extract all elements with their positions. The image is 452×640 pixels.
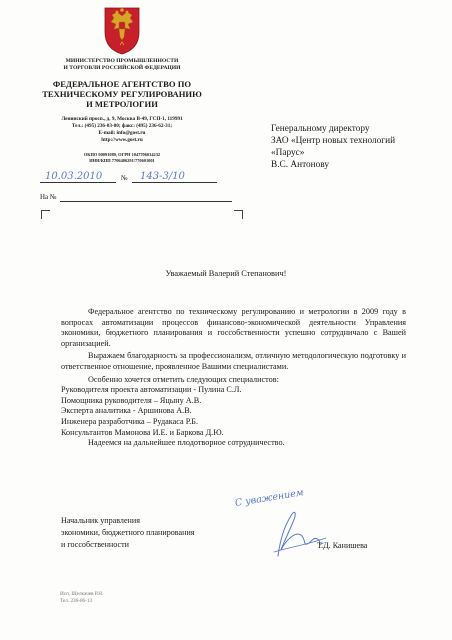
ministry-line-1: МИНИСТЕРСТВО ПРОМЫШЛЕННОСТИ (65, 58, 179, 64)
agency-phone: Тел.: (495) 236-03-00; факс: (495) 236-62-31; (71, 123, 173, 129)
agency-codes-2: ИНН/КПП 7706406291/770601001 (89, 158, 155, 163)
coat-of-arms-icon (103, 5, 141, 55)
agency-line-2: ТЕХНИЧЕСКОМУ РЕГУЛИРОВАНИЮ (42, 89, 202, 99)
addressee-line-2: ЗАО «Центр новых технологий (271, 136, 396, 146)
agency-email: E-mail: info@gost.ru (98, 130, 146, 136)
signatory-name: Т.Д. Канишева (317, 541, 368, 550)
signatory-title-1: Начальник управления (61, 516, 140, 525)
corner-mark-right (234, 210, 243, 219)
corner-mark-left (41, 210, 50, 219)
body-paragraph-2: Выражаем благодарность за профессионализм, отличную методологическую подготовку и ответственное отношение, проявленное Вашими специалистами. (61, 351, 406, 371)
executor-phone: Тел. 236-86-13 (60, 598, 93, 604)
ministry-line-2: И ТОРГОВЛИ РОССИЙСКОЙ ФЕДЕРАЦИИ (63, 64, 181, 71)
reference-underline (60, 201, 232, 202)
registration-date: 10.03.2010 (45, 171, 103, 182)
addressee-line-3: «Парус» (271, 148, 305, 158)
signatory-title-3: и госсобственности (61, 540, 129, 549)
registration-line (40, 171, 240, 185)
agency-line-1: ФЕДЕРАЛЬНОЕ АГЕНТСТВО ПО (52, 79, 192, 89)
handwritten-signature (268, 500, 330, 560)
addressee-line-1: Генеральному директору (271, 124, 370, 134)
agency-line-3: И МЕТРОЛОГИИ (86, 99, 158, 109)
letter-body (61, 307, 406, 449)
specialist-1: Руководителя проекта автоматизации - Пулина С.Л. (61, 385, 242, 395)
body-paragraph-1: Федеральное агентство по техническому регулированию и метрологии в 2009 году в вопросах автоматизации процессов финансово-экономической деятельности Управления экономики, бюджетного планирования и госсобственности успешно сотрудничало с Вашей организацией. (61, 307, 406, 348)
specialist-5: Консультантов Мамонова И.Е. и Баркова Д.Ю. (61, 427, 224, 437)
specialist-2: Помощника руководителя – Яцыну А.В. (61, 395, 202, 405)
specialist-4: Инженера разработчика – Рудакаса Р.Б. (61, 416, 199, 426)
body-paragraph-4: Надеемся на дальнейшее плодотворное сотрудничество. (88, 438, 285, 448)
reference-label: На № (40, 193, 57, 201)
registration-number-label: № (121, 174, 128, 182)
registration-number: 143-3/10 (140, 171, 185, 182)
executor-name: Исп. Щелкачев Р.Н. (60, 591, 104, 597)
body-paragraph-3: Особенно хочется отметить следующих специалистов: (88, 374, 279, 384)
addressee-line-4: В.С. Антонову (271, 160, 329, 170)
signatory-title-2: экономики, бюджетного планирования (61, 528, 195, 537)
agency-website: http://www.gost.ru (101, 137, 143, 143)
handwritten-note: С уважением (234, 487, 305, 509)
agency-address: Ленинский просп., д. 9, Москва В-49, ГСП-1, 119991 (61, 116, 183, 122)
specialist-3: Эксперта аналитика - Аршинова А.В. (61, 406, 192, 416)
agency-codes-1: ОКПО 00091089, ОГРН 1047706034232 (83, 152, 161, 157)
greeting: Уважаемый Валерий Степанович! (165, 269, 287, 278)
